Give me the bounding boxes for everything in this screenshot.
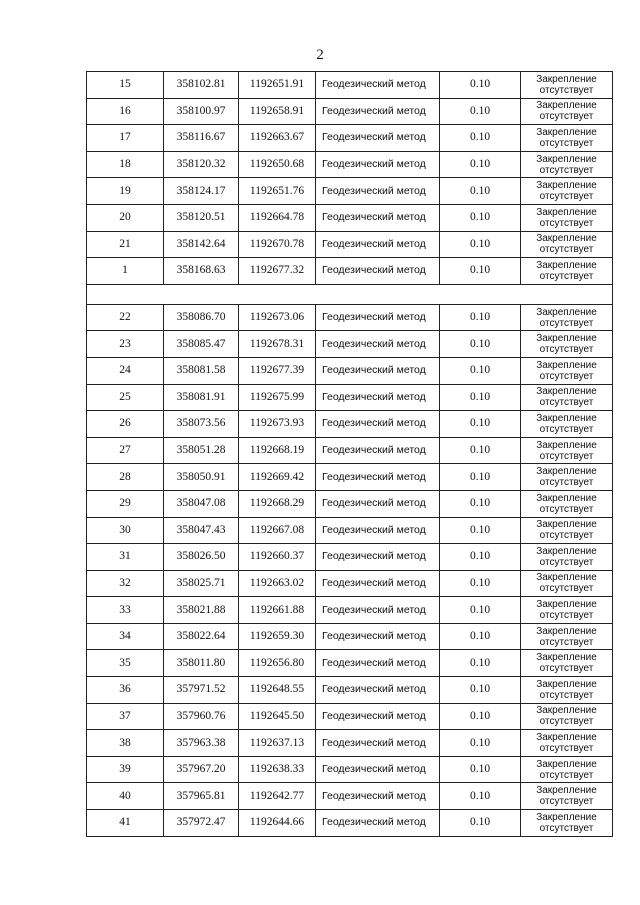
method-cell: Геодезический метод bbox=[316, 677, 440, 704]
method-cell: Геодезический метод bbox=[316, 98, 440, 125]
table-row bbox=[87, 204, 613, 231]
table-row bbox=[87, 98, 613, 125]
note-cell bbox=[521, 783, 613, 810]
point-number-cell: 31 bbox=[87, 544, 164, 571]
note-line: отсутствует bbox=[539, 769, 594, 781]
y-coordinate-cell: 1192642.77 bbox=[239, 783, 316, 810]
accuracy-cell: 0.10 bbox=[440, 597, 521, 624]
note-line: отсутствует bbox=[539, 270, 594, 282]
note-line: отсутствует bbox=[539, 689, 594, 701]
x-coordinate-cell: 358086.70 bbox=[164, 304, 239, 331]
point-number-cell: 34 bbox=[87, 623, 164, 650]
point-number-cell: 17 bbox=[87, 125, 164, 152]
y-coordinate-cell: 1192661.88 bbox=[239, 597, 316, 624]
note-line: Закрепление bbox=[536, 233, 597, 245]
y-coordinate-cell: 1192668.29 bbox=[239, 490, 316, 517]
note-line: Закрепление bbox=[536, 333, 597, 345]
note-line: отсутствует bbox=[539, 137, 594, 149]
y-coordinate-cell: 1192669.42 bbox=[239, 464, 316, 491]
accuracy-cell: 0.10 bbox=[440, 411, 521, 438]
note-line: Закрепление bbox=[536, 625, 597, 637]
note-line: Закрепление bbox=[536, 519, 597, 531]
accuracy-cell: 0.10 bbox=[440, 304, 521, 331]
note-line: Закрепление bbox=[536, 572, 597, 584]
point-number-cell: 24 bbox=[87, 357, 164, 384]
method-cell: Геодезический метод bbox=[316, 650, 440, 677]
note-line: Закрепление bbox=[536, 705, 597, 717]
y-coordinate-cell: 1192667.08 bbox=[239, 517, 316, 544]
note-line: отсутствует bbox=[539, 663, 594, 675]
table-row bbox=[87, 517, 613, 544]
method-cell: Геодезический метод bbox=[316, 756, 440, 783]
note-cell bbox=[521, 331, 613, 358]
table-row bbox=[87, 810, 613, 837]
note-cell bbox=[521, 384, 613, 411]
table-row bbox=[87, 677, 613, 704]
note-line: Закрепление bbox=[536, 652, 597, 664]
note-line: отсутствует bbox=[539, 530, 594, 542]
y-coordinate-cell: 1192645.50 bbox=[239, 703, 316, 730]
note-line: отсутствует bbox=[539, 397, 594, 409]
note-line: отсутствует bbox=[539, 344, 594, 356]
accuracy-cell: 0.10 bbox=[440, 331, 521, 358]
table-row bbox=[87, 597, 613, 624]
note-cell bbox=[521, 623, 613, 650]
y-coordinate-cell: 1192673.93 bbox=[239, 411, 316, 438]
point-number-cell: 22 bbox=[87, 304, 164, 331]
point-number-cell: 19 bbox=[87, 178, 164, 205]
y-coordinate-cell: 1192659.30 bbox=[239, 623, 316, 650]
note-line: Закрепление bbox=[536, 153, 597, 165]
method-cell: Геодезический метод bbox=[316, 178, 440, 205]
table-row bbox=[87, 570, 613, 597]
point-number-cell: 35 bbox=[87, 650, 164, 677]
note-line: отсутствует bbox=[539, 244, 594, 256]
accuracy-cell: 0.10 bbox=[440, 151, 521, 178]
accuracy-cell: 0.10 bbox=[440, 730, 521, 757]
point-number-cell: 29 bbox=[87, 490, 164, 517]
accuracy-cell: 0.10 bbox=[440, 125, 521, 152]
point-number-cell: 1 bbox=[87, 258, 164, 285]
accuracy-cell: 0.10 bbox=[440, 623, 521, 650]
accuracy-cell: 0.10 bbox=[440, 783, 521, 810]
note-cell bbox=[521, 570, 613, 597]
note-line: отсутствует bbox=[539, 191, 594, 203]
x-coordinate-cell: 357960.76 bbox=[164, 703, 239, 730]
note-line: Закрепление bbox=[536, 758, 597, 770]
point-number-cell: 23 bbox=[87, 331, 164, 358]
note-cell bbox=[521, 125, 613, 152]
y-coordinate-cell: 1192668.19 bbox=[239, 437, 316, 464]
accuracy-cell: 0.10 bbox=[440, 756, 521, 783]
point-number-cell: 25 bbox=[87, 384, 164, 411]
accuracy-cell: 0.10 bbox=[440, 517, 521, 544]
table-row bbox=[87, 437, 613, 464]
note-cell bbox=[521, 178, 613, 205]
y-coordinate-cell: 1192656.80 bbox=[239, 650, 316, 677]
separator-cell bbox=[87, 284, 613, 304]
x-coordinate-cell: 357972.47 bbox=[164, 810, 239, 837]
accuracy-cell: 0.10 bbox=[440, 72, 521, 99]
point-number-cell: 30 bbox=[87, 517, 164, 544]
point-number-cell: 41 bbox=[87, 810, 164, 837]
note-line: отсутствует bbox=[539, 423, 594, 435]
note-cell bbox=[521, 677, 613, 704]
table-row bbox=[87, 384, 613, 411]
x-coordinate-cell: 358168.63 bbox=[164, 258, 239, 285]
accuracy-cell: 0.10 bbox=[440, 650, 521, 677]
accuracy-cell: 0.10 bbox=[440, 677, 521, 704]
note-cell bbox=[521, 544, 613, 571]
method-cell: Геодезический метод bbox=[316, 72, 440, 99]
table-row bbox=[87, 231, 613, 258]
method-cell: Геодезический метод bbox=[316, 437, 440, 464]
note-line: отсутствует bbox=[539, 217, 594, 229]
x-coordinate-cell: 358085.47 bbox=[164, 331, 239, 358]
method-cell: Геодезический метод bbox=[316, 730, 440, 757]
note-line: отсутствует bbox=[539, 610, 594, 622]
method-cell: Геодезический метод bbox=[316, 357, 440, 384]
note-line: отсутствует bbox=[539, 370, 594, 382]
method-cell: Геодезический метод bbox=[316, 490, 440, 517]
note-line: Закрепление bbox=[536, 545, 597, 557]
note-line: отсутствует bbox=[539, 450, 594, 462]
x-coordinate-cell: 357965.81 bbox=[164, 783, 239, 810]
x-coordinate-cell: 358120.32 bbox=[164, 151, 239, 178]
x-coordinate-cell: 358011.80 bbox=[164, 650, 239, 677]
y-coordinate-cell: 1192658.91 bbox=[239, 98, 316, 125]
y-coordinate-cell: 1192677.39 bbox=[239, 357, 316, 384]
table-row bbox=[87, 258, 613, 285]
note-line: отсутствует bbox=[539, 503, 594, 515]
table-row bbox=[87, 623, 613, 650]
note-cell bbox=[521, 756, 613, 783]
contour-separator-row bbox=[87, 284, 613, 304]
x-coordinate-cell: 358021.88 bbox=[164, 597, 239, 624]
method-cell: Геодезический метод bbox=[316, 623, 440, 650]
accuracy-cell: 0.10 bbox=[440, 464, 521, 491]
point-number-cell: 40 bbox=[87, 783, 164, 810]
accuracy-cell: 0.10 bbox=[440, 178, 521, 205]
note-line: Закрепление bbox=[536, 492, 597, 504]
point-number-cell: 39 bbox=[87, 756, 164, 783]
accuracy-cell: 0.10 bbox=[440, 490, 521, 517]
x-coordinate-cell: 358100.97 bbox=[164, 98, 239, 125]
note-cell bbox=[521, 650, 613, 677]
accuracy-cell: 0.10 bbox=[440, 810, 521, 837]
method-cell: Геодезический метод bbox=[316, 464, 440, 491]
point-number-cell: 32 bbox=[87, 570, 164, 597]
y-coordinate-cell: 1192651.91 bbox=[239, 72, 316, 99]
accuracy-cell: 0.10 bbox=[440, 258, 521, 285]
note-line: Закрепление bbox=[536, 412, 597, 424]
x-coordinate-cell: 358116.67 bbox=[164, 125, 239, 152]
note-cell bbox=[521, 703, 613, 730]
point-number-cell: 16 bbox=[87, 98, 164, 125]
point-number-cell: 38 bbox=[87, 730, 164, 757]
note-cell bbox=[521, 72, 613, 99]
point-number-cell: 26 bbox=[87, 411, 164, 438]
note-line: отсутствует bbox=[539, 716, 594, 728]
x-coordinate-cell: 357963.38 bbox=[164, 730, 239, 757]
point-number-cell: 20 bbox=[87, 204, 164, 231]
y-coordinate-cell: 1192638.33 bbox=[239, 756, 316, 783]
note-cell bbox=[521, 437, 613, 464]
x-coordinate-cell: 358120.51 bbox=[164, 204, 239, 231]
y-coordinate-cell: 1192673.06 bbox=[239, 304, 316, 331]
note-line: Закрепление bbox=[536, 359, 597, 371]
note-line: Закрепление bbox=[536, 73, 597, 85]
note-line: Закрепление bbox=[536, 259, 597, 271]
accuracy-cell: 0.10 bbox=[440, 204, 521, 231]
note-cell bbox=[521, 411, 613, 438]
method-cell: Геодезический метод bbox=[316, 331, 440, 358]
note-line: Закрепление bbox=[536, 599, 597, 611]
y-coordinate-cell: 1192678.31 bbox=[239, 331, 316, 358]
method-cell: Геодезический метод bbox=[316, 411, 440, 438]
table-row bbox=[87, 125, 613, 152]
note-line: отсутствует bbox=[539, 164, 594, 176]
y-coordinate-cell: 1192664.78 bbox=[239, 204, 316, 231]
note-line: отсутствует bbox=[539, 317, 594, 329]
x-coordinate-cell: 358025.71 bbox=[164, 570, 239, 597]
y-coordinate-cell: 1192663.67 bbox=[239, 125, 316, 152]
note-line: отсутствует bbox=[539, 743, 594, 755]
method-cell: Геодезический метод bbox=[316, 810, 440, 837]
table-row bbox=[87, 304, 613, 331]
note-cell bbox=[521, 357, 613, 384]
accuracy-cell: 0.10 bbox=[440, 570, 521, 597]
note-line: Закрепление bbox=[536, 306, 597, 318]
accuracy-cell: 0.10 bbox=[440, 98, 521, 125]
table-row bbox=[87, 72, 613, 99]
note-cell bbox=[521, 597, 613, 624]
x-coordinate-cell: 358102.81 bbox=[164, 72, 239, 99]
table-row bbox=[87, 357, 613, 384]
y-coordinate-cell: 1192637.13 bbox=[239, 730, 316, 757]
y-coordinate-cell: 1192660.37 bbox=[239, 544, 316, 571]
method-cell: Геодезический метод bbox=[316, 570, 440, 597]
point-number-cell: 33 bbox=[87, 597, 164, 624]
note-line: Закрепление bbox=[536, 206, 597, 218]
note-line: Закрепление bbox=[536, 678, 597, 690]
table-row bbox=[87, 464, 613, 491]
note-cell bbox=[521, 490, 613, 517]
table-row bbox=[87, 650, 613, 677]
x-coordinate-cell: 358081.58 bbox=[164, 357, 239, 384]
note-cell bbox=[521, 304, 613, 331]
x-coordinate-cell: 358022.64 bbox=[164, 623, 239, 650]
x-coordinate-cell: 358124.17 bbox=[164, 178, 239, 205]
note-line: Закрепление bbox=[536, 466, 597, 478]
y-coordinate-cell: 1192644.66 bbox=[239, 810, 316, 837]
accuracy-cell: 0.10 bbox=[440, 544, 521, 571]
x-coordinate-cell: 358050.91 bbox=[164, 464, 239, 491]
note-line: Закрепление bbox=[536, 180, 597, 192]
note-cell bbox=[521, 258, 613, 285]
x-coordinate-cell: 358047.08 bbox=[164, 490, 239, 517]
note-line: отсутствует bbox=[539, 556, 594, 568]
method-cell: Геодезический метод bbox=[316, 151, 440, 178]
note-line: Закрепление bbox=[536, 811, 597, 823]
note-cell bbox=[521, 151, 613, 178]
x-coordinate-cell: 358047.43 bbox=[164, 517, 239, 544]
note-line: Закрепление bbox=[536, 386, 597, 398]
point-number-cell: 18 bbox=[87, 151, 164, 178]
table-row bbox=[87, 151, 613, 178]
y-coordinate-cell: 1192651.76 bbox=[239, 178, 316, 205]
x-coordinate-cell: 358081.91 bbox=[164, 384, 239, 411]
note-cell bbox=[521, 98, 613, 125]
note-line: Закрепление bbox=[536, 126, 597, 138]
note-line: Закрепление bbox=[536, 439, 597, 451]
note-line: отсутствует bbox=[539, 796, 594, 808]
accuracy-cell: 0.10 bbox=[440, 703, 521, 730]
table-row bbox=[87, 703, 613, 730]
note-cell bbox=[521, 730, 613, 757]
note-line: отсутствует bbox=[539, 636, 594, 648]
point-number-cell: 28 bbox=[87, 464, 164, 491]
note-line: Закрепление bbox=[536, 785, 597, 797]
method-cell: Геодезический метод bbox=[316, 783, 440, 810]
method-cell: Геодезический метод bbox=[316, 258, 440, 285]
note-line: отсутствует bbox=[539, 822, 594, 834]
method-cell: Геодезический метод bbox=[316, 703, 440, 730]
method-cell: Геодезический метод bbox=[316, 384, 440, 411]
x-coordinate-cell: 358142.64 bbox=[164, 231, 239, 258]
note-line: отсутствует bbox=[539, 583, 594, 595]
method-cell: Геодезический метод bbox=[316, 125, 440, 152]
accuracy-cell: 0.10 bbox=[440, 231, 521, 258]
accuracy-cell: 0.10 bbox=[440, 437, 521, 464]
method-cell: Геодезический метод bbox=[316, 517, 440, 544]
method-cell: Геодезический метод bbox=[316, 204, 440, 231]
note-line: отсутствует bbox=[539, 111, 594, 123]
method-cell: Геодезический метод bbox=[316, 597, 440, 624]
point-number-cell: 21 bbox=[87, 231, 164, 258]
y-coordinate-cell: 1192675.99 bbox=[239, 384, 316, 411]
note-line: Закрепление bbox=[536, 100, 597, 112]
x-coordinate-cell: 358026.50 bbox=[164, 544, 239, 571]
x-coordinate-cell: 358051.28 bbox=[164, 437, 239, 464]
note-cell bbox=[521, 517, 613, 544]
x-coordinate-cell: 357967.20 bbox=[164, 756, 239, 783]
x-coordinate-cell: 357971.52 bbox=[164, 677, 239, 704]
y-coordinate-cell: 1192677.32 bbox=[239, 258, 316, 285]
note-cell bbox=[521, 231, 613, 258]
point-number-cell: 36 bbox=[87, 677, 164, 704]
accuracy-cell: 0.10 bbox=[440, 357, 521, 384]
y-coordinate-cell: 1192650.68 bbox=[239, 151, 316, 178]
y-coordinate-cell: 1192670.78 bbox=[239, 231, 316, 258]
point-number-cell: 15 bbox=[87, 72, 164, 99]
note-line: Закрепление bbox=[536, 732, 597, 744]
table-row bbox=[87, 178, 613, 205]
table-row bbox=[87, 331, 613, 358]
x-coordinate-cell: 358073.56 bbox=[164, 411, 239, 438]
point-number-cell: 37 bbox=[87, 703, 164, 730]
table-row bbox=[87, 490, 613, 517]
method-cell: Геодезический метод bbox=[316, 304, 440, 331]
method-cell: Геодезический метод bbox=[316, 231, 440, 258]
method-cell: Геодезический метод bbox=[316, 544, 440, 571]
note-cell bbox=[521, 464, 613, 491]
table-row bbox=[87, 783, 613, 810]
y-coordinate-cell: 1192648.55 bbox=[239, 677, 316, 704]
table-row bbox=[87, 756, 613, 783]
table-row bbox=[87, 730, 613, 757]
note-line: отсутствует bbox=[539, 84, 594, 96]
note-cell bbox=[521, 810, 613, 837]
y-coordinate-cell: 1192663.02 bbox=[239, 570, 316, 597]
note-cell bbox=[521, 204, 613, 231]
coordinates-table bbox=[86, 71, 613, 837]
coordinates-table-body bbox=[87, 72, 613, 837]
table-row bbox=[87, 544, 613, 571]
accuracy-cell: 0.10 bbox=[440, 384, 521, 411]
page-number: 2 bbox=[316, 47, 324, 63]
table-row bbox=[87, 411, 613, 438]
point-number-cell: 27 bbox=[87, 437, 164, 464]
note-line: отсутствует bbox=[539, 477, 594, 489]
